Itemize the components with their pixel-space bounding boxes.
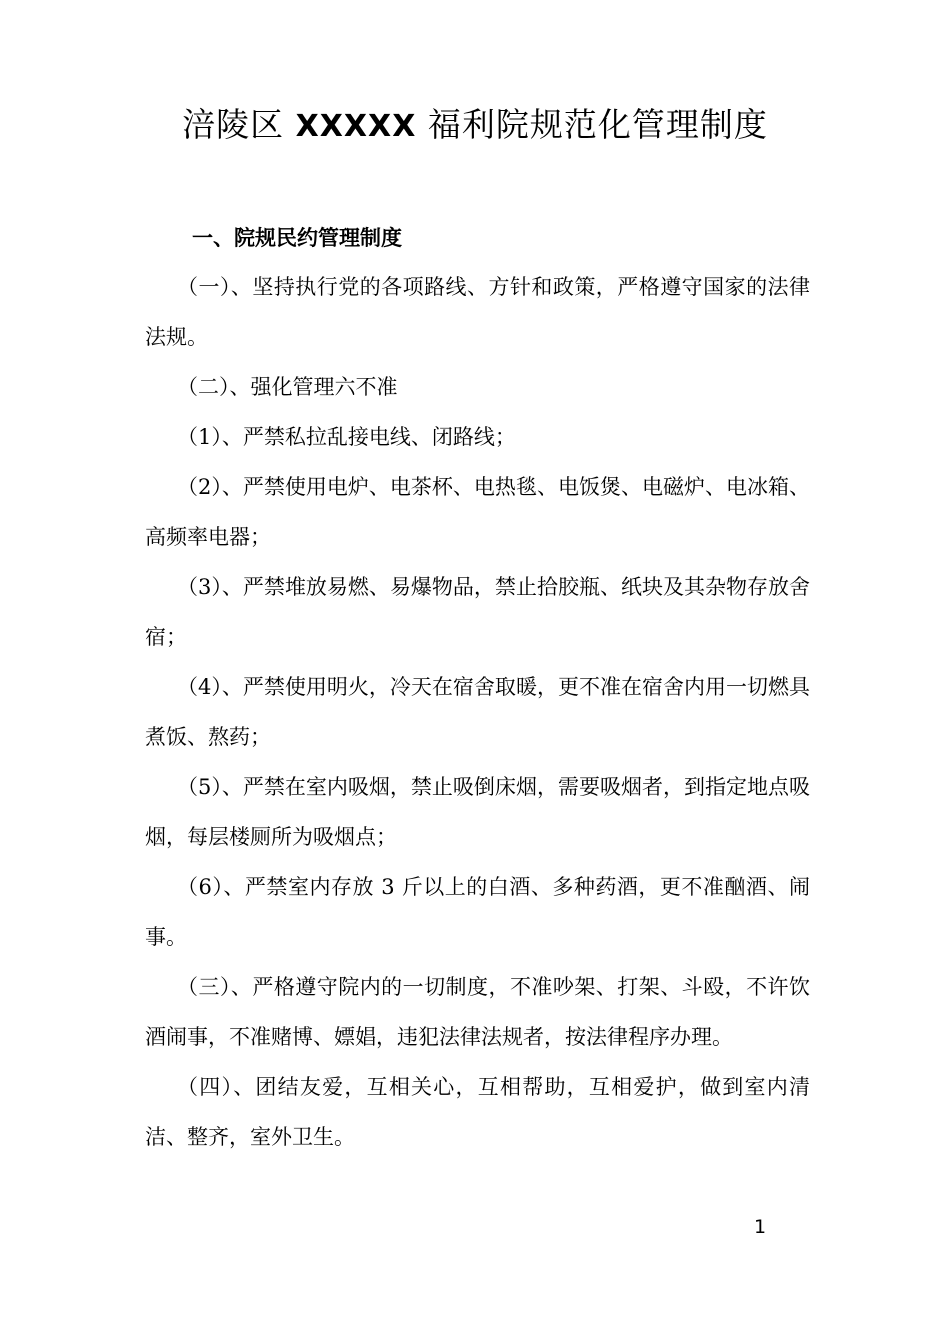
paragraph-4: （2）、严禁使用电炉、电茶杯、电热毯、电饭煲、电磁炉、电冰箱、高频率电器； [145,475,810,549]
paragraph-5: （3）、严禁堆放易燃、易爆物品，禁止拾胶瓶、纸块及其杂物存放舍宿； [145,575,810,649]
paragraph-9: （三）、严格遵守院内的一切制度，不准吵架、打架、斗殴，不许饮酒闹事，不准赌博、嫖娼，违犯法律法规者，按法律程序办理。 [145,975,810,1049]
document-body [145,262,810,1162]
page-number: 1 [754,1216,767,1238]
section-heading: 一、院规民约管理制度 [192,226,402,250]
paragraph-3: （1）、严禁私拉乱接电线、闭路线； [177,425,516,449]
paragraph-6: （4）、严禁使用明火，冷天在宿舍取暖，更不准在宿舍内用一切燃具煮饭、熬药； [145,675,810,749]
title-code: XXXXX [295,109,417,144]
paragraph-8: （6）、严禁室内存放 3 斤以上的白酒、多种药酒，更不准酗酒、闹事。 [145,875,810,949]
paragraph-7: （5）、严禁在室内吸烟，禁止吸倒床烟，需要吸烟者，到指定地点吸烟，每层楼厕所为吸烟点； [145,775,810,849]
title-prefix: 涪陵区 [182,105,285,144]
title-suffix: 福利院规范化管理制度 [427,105,768,144]
paragraph-2: （二）、强化管理六不准 [177,375,398,399]
document-title [0,100,950,152]
paragraph-10: （四）、团结友爱，互相关心，互相帮助，互相爱护，做到室内清洁、整齐，室外卫生。 [145,1075,810,1149]
paragraph-1: （一）、坚持执行党的各项路线、方针和政策，严格遵守国家的法律法规。 [145,275,810,349]
